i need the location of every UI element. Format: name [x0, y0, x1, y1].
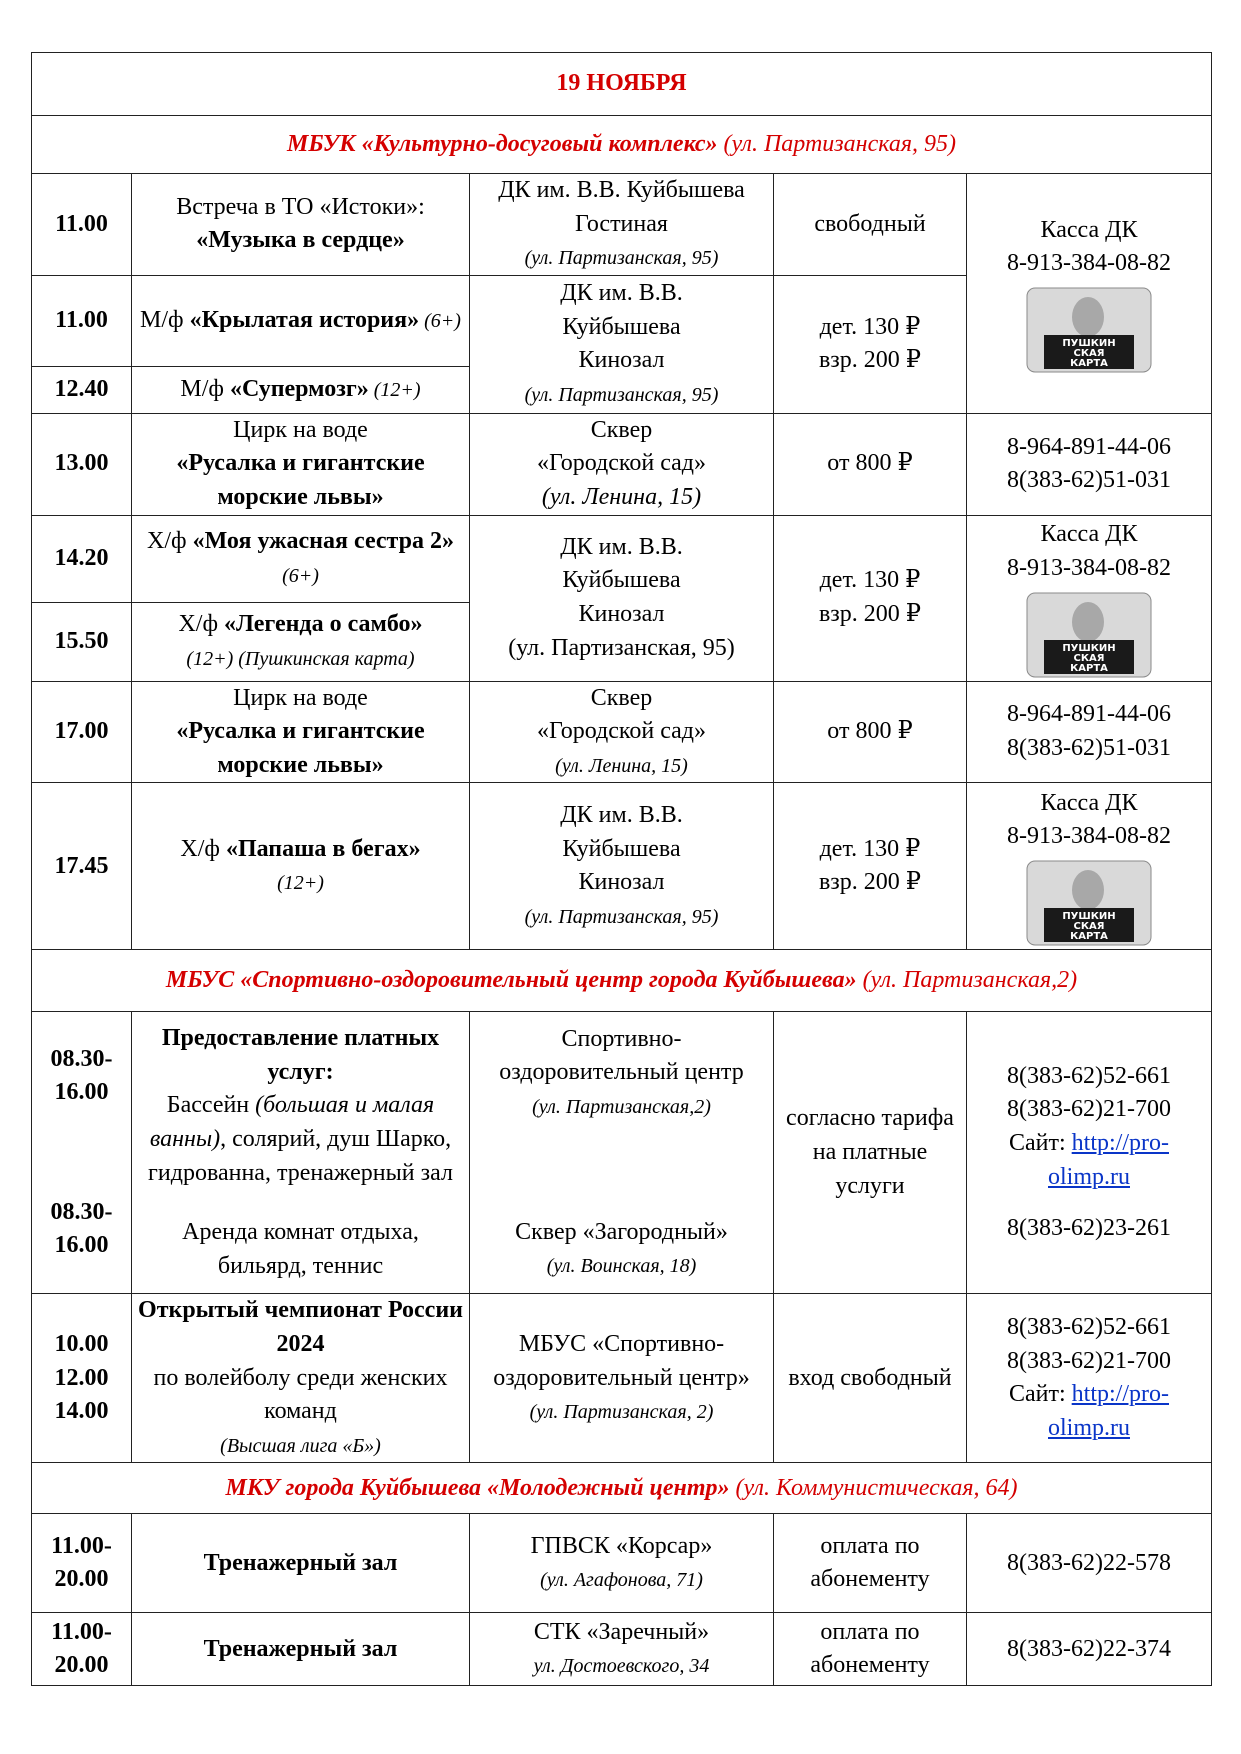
event-time: 10.00 12.00 14.00: [32, 1294, 132, 1463]
svg-text:КАРТА: КАРТА: [1070, 357, 1108, 369]
event-title: М/ф «Супермозг» (12+): [132, 366, 470, 413]
svg-text:СКАЯ: СКАЯ: [1073, 347, 1105, 359]
table-row: [32, 1613, 1212, 1686]
event-price: дет. 130 ₽ взр. 200 ₽: [774, 783, 967, 950]
event-price: от 800 ₽: [774, 681, 967, 783]
section-header-kdk: МБУК «Культурно-досуговый комплекс» (ул. Партизанская, 95): [32, 116, 1212, 174]
event-place: ДК им. В.В. Куйбышева Кинозал (ул. Партизанская, 95): [470, 275, 774, 413]
event-title: Открытый чемпионат России 2024 по волейболу среди женских команд (Высшая лига «Б»): [132, 1294, 470, 1463]
event-time: 11.00- 20.00: [32, 1514, 132, 1613]
schedule-table: [31, 52, 1212, 1686]
event-time: 11.00: [32, 275, 132, 366]
table-row: [32, 1012, 1212, 1294]
event-price: дет. 130 ₽ взр. 200 ₽: [774, 515, 967, 681]
pushkin-card-logo: [1026, 592, 1152, 678]
table-row: [32, 783, 1212, 950]
event-title: Тренажерный зал: [132, 1613, 470, 1686]
event-title: Х/ф «Моя ужасная сестра 2» (6+): [132, 515, 470, 602]
svg-text:СКАЯ: СКАЯ: [1073, 652, 1105, 664]
event-time: 11.00: [32, 174, 132, 276]
event-contact: 8(383-62)22-578: [967, 1514, 1212, 1613]
event-contact: 8(383-62)22-374: [967, 1613, 1212, 1686]
event-time: 12.40: [32, 366, 132, 413]
event-time: 17.45: [32, 783, 132, 950]
event-price: дет. 130 ₽ взр. 200 ₽: [774, 275, 967, 413]
date-header: 19 НОЯБРЯ: [32, 53, 1212, 116]
table-row: [32, 515, 1212, 602]
event-place: ДК им. В.В. Куйбышева Кинозал (ул. Партизанская, 95): [470, 515, 774, 681]
event-place: ДК им. В.В. Куйбышева Гостиная (ул. Партизанская, 95): [470, 174, 774, 276]
event-price: оплата по абонементу: [774, 1613, 967, 1686]
svg-text:КАРТА: КАРТА: [1070, 662, 1108, 674]
table-row: [32, 174, 1212, 276]
event-contact: Касса ДК 8-913-384-08-82 ПУШКИН СКАЯ КАРТА: [967, 515, 1212, 681]
table-row: [32, 1294, 1212, 1463]
site-link[interactable]: http://pro-olimp.ru: [1048, 1381, 1169, 1441]
event-place: ДК им. В.В. Куйбышева Кинозал (ул. Партизанская, 95): [470, 783, 774, 950]
event-contact: 8(383-62)52-661 8(383-62)21-700 Сайт: http://pro-olimp.ru 8(383-62)23-261: [967, 1012, 1212, 1294]
pushkin-card-logo: [1026, 860, 1152, 946]
event-contact: 8-964-891-44-06 8(383-62)51-031: [967, 413, 1212, 515]
event-time: 08.30- 16.00 08.30- 16.00: [32, 1012, 132, 1294]
event-title: Встреча в ТО «Истоки»: «Музыка в сердце»: [132, 174, 470, 276]
event-time: 14.20: [32, 515, 132, 602]
svg-text:СКАЯ: СКАЯ: [1073, 920, 1105, 932]
svg-text:ПУШКИН: ПУШКИН: [1062, 910, 1116, 922]
event-title: Тренажерный зал: [132, 1514, 470, 1613]
site-link[interactable]: http://pro-olimp.ru: [1048, 1130, 1169, 1190]
section-header-soc: МБУС «Спортивно-оздоровительный центр города Куйбышева» (ул. Партизанская,2): [32, 950, 1212, 1012]
event-price: согласно тарифа на платные услуги: [774, 1012, 967, 1294]
event-place: Сквер «Городской сад» (ул. Ленина, 15): [470, 681, 774, 783]
event-contact: Касса ДК 8-913-384-08-82 ПУШКИН СКАЯ КАРТА: [967, 783, 1212, 950]
event-time: 17.00: [32, 681, 132, 783]
event-place: ГПВСК «Корсар» (ул. Агафонова, 71): [470, 1514, 774, 1613]
event-time: 15.50: [32, 602, 132, 681]
event-title: Цирк на воде «Русалка и гигантские морские львы»: [132, 413, 470, 515]
event-title: Х/ф «Легенда о самбо» (12+) (Пушкинская карта): [132, 602, 470, 681]
event-title: М/ф «Крылатая история» (6+): [132, 275, 470, 366]
event-place: МБУС «Спортивно-оздоровительный центр» (ул. Партизанская, 2): [470, 1294, 774, 1463]
event-title: Цирк на воде «Русалка и гигантские морские львы»: [132, 681, 470, 783]
event-time: 11.00- 20.00: [32, 1613, 132, 1686]
event-contact: 8-964-891-44-06 8(383-62)51-031: [967, 681, 1212, 783]
event-place: Сквер «Городской сад» (ул. Ленина, 15): [470, 413, 774, 515]
table-row: [32, 413, 1212, 515]
event-contact: 8(383-62)52-661 8(383-62)21-700 Сайт: http://pro-olimp.ru: [967, 1294, 1212, 1463]
event-place: СТК «Заречный» ул. Достоевского, 34: [470, 1613, 774, 1686]
event-place: Спортивно-оздоровительный центр (ул. Партизанская,2) Сквер «Загородный» (ул. Воинская, 18): [470, 1012, 774, 1294]
event-time: 13.00: [32, 413, 132, 515]
event-price: свободный: [774, 174, 967, 276]
event-price: оплата по абонементу: [774, 1514, 967, 1613]
event-title: Х/ф «Папаша в бегах» (12+): [132, 783, 470, 950]
event-contact: Касса ДК 8-913-384-08-82 ПУШКИН СКАЯ КАРТА: [967, 174, 1212, 414]
svg-text:ПУШКИН: ПУШКИН: [1062, 337, 1116, 349]
event-title: Предоставление платных услуг: Бассейн (большая и малая ванны), солярий, душ Шарко, гидрованна, тренажерный зал Аренда комнат отдыха, бильярд, теннис: [132, 1012, 470, 1294]
table-row: [32, 1514, 1212, 1613]
svg-text:КАРТА: КАРТА: [1070, 930, 1108, 942]
section-header-mc: МКУ города Куйбышева «Молодежный центр» (ул. Коммунистическая, 64): [32, 1463, 1212, 1514]
table-row: [32, 681, 1212, 783]
event-price: вход свободный: [774, 1294, 967, 1463]
svg-text:ПУШКИН: ПУШКИН: [1062, 642, 1116, 654]
pushkin-card-logo: [1026, 287, 1152, 373]
event-price: от 800 ₽: [774, 413, 967, 515]
